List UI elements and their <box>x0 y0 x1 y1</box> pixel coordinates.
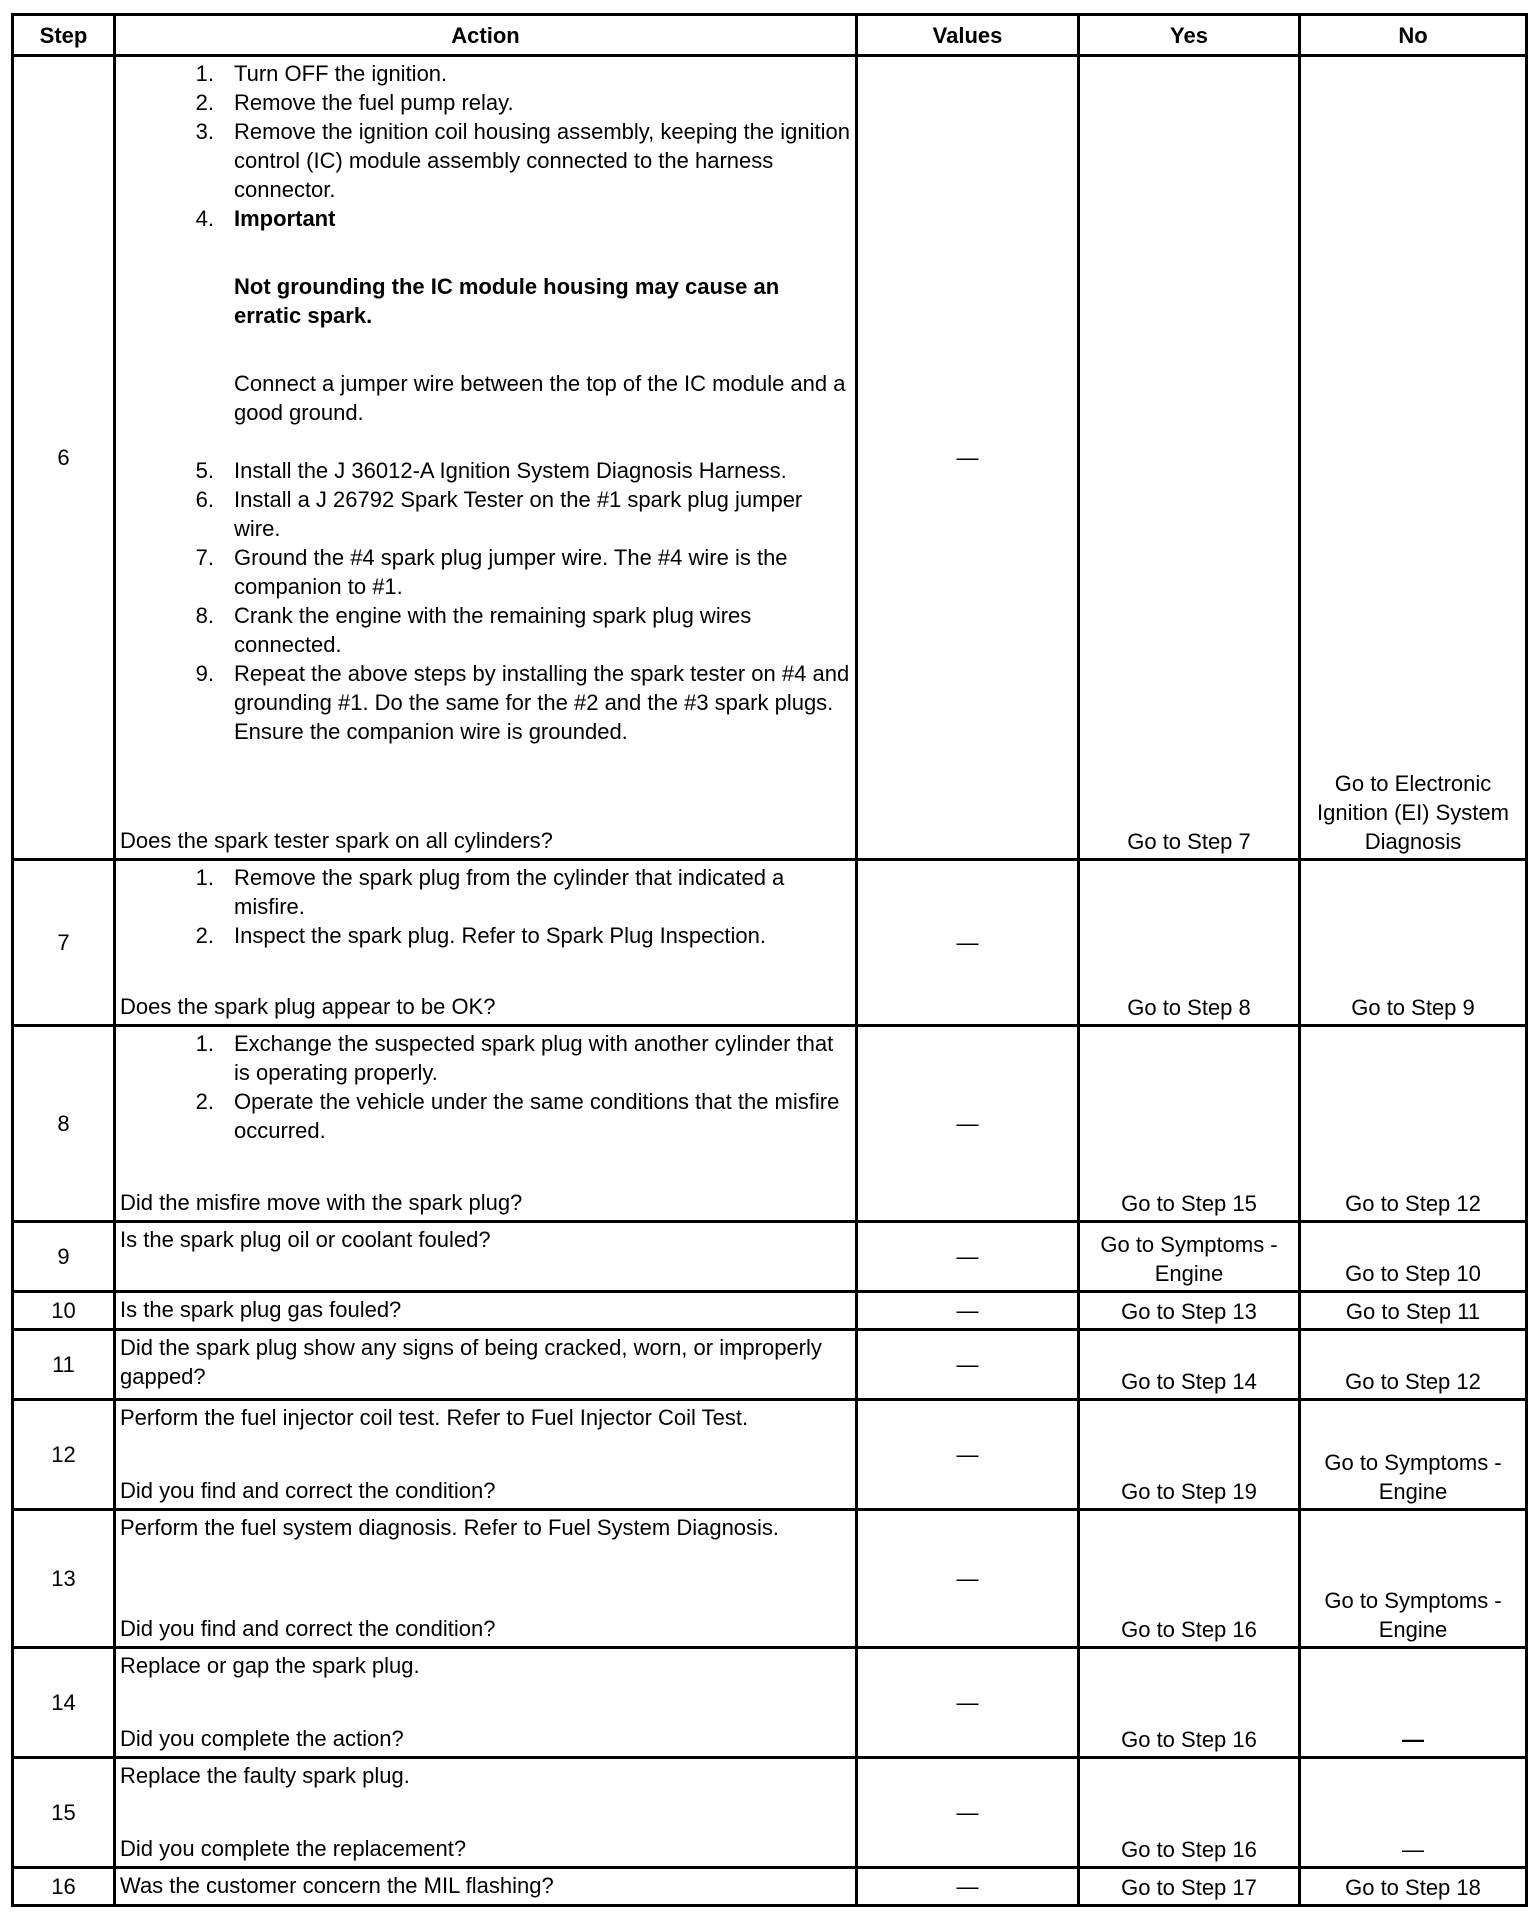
action-cell <box>115 56 857 860</box>
step-number: 7 <box>13 860 115 1026</box>
list-item: 1. Exchange the suspected spark plug with another cylinder that is operating properly. <box>195 1031 834 1085</box>
action-cell <box>115 1400 857 1510</box>
no-cell: — <box>1300 1648 1527 1758</box>
values-cell: — <box>857 1330 1079 1400</box>
action-question: Did you complete the replacement? <box>120 1836 467 1861</box>
yes-cell: Go to Symptoms - Engine <box>1079 1222 1300 1292</box>
action-question: Did the misfire move with the spark plug? <box>120 1190 523 1215</box>
action-cell <box>115 860 857 1026</box>
yes-cell: Go to Step 7 <box>1079 56 1300 860</box>
action-question: Does the spark tester spark on all cylinders? <box>120 828 553 853</box>
step-number: 11 <box>13 1330 115 1400</box>
step-number: 10 <box>13 1292 115 1330</box>
table-row <box>13 1648 1527 1758</box>
no-cell: Go to Symptoms - Engine <box>1300 1510 1527 1648</box>
list-item: 4. Important Not grounding the IC module housing may cause an erratic spark. Connect a jumper wire between the top of the IC module and a good ground. <box>120 204 851 456</box>
list-item: 1. Turn OFF the ignition. <box>195 61 448 86</box>
no-cell: Go to Step 9 <box>1300 860 1527 1026</box>
yes-cell: Go to Step 8 <box>1079 860 1300 1026</box>
step-number: 16 <box>13 1868 115 1906</box>
action-cell <box>115 1026 857 1222</box>
values-cell: — <box>857 1758 1079 1868</box>
action-text: Replace the faulty spark plug. <box>120 1763 410 1788</box>
table-header-row <box>13 15 1527 56</box>
action-question: Does the spark plug appear to be OK? <box>120 994 496 1019</box>
no-cell: Go to Symptoms - Engine <box>1300 1400 1527 1510</box>
action-cell <box>115 1648 857 1758</box>
list-item: 2. Remove the fuel pump relay. <box>195 90 514 115</box>
no-cell: Go to Step 18 <box>1300 1868 1527 1906</box>
step-number: 15 <box>13 1758 115 1868</box>
step-number: 13 <box>13 1510 115 1648</box>
list-item: 2. Operate the vehicle under the same conditions that the misfire occurred. <box>195 1089 840 1143</box>
values-cell: — <box>857 1400 1079 1510</box>
header-values: Values <box>857 15 1079 56</box>
yes-cell: Go to Step 16 <box>1079 1648 1300 1758</box>
yes-cell: Go to Step 15 <box>1079 1026 1300 1222</box>
action-question: Did you complete the action? <box>120 1726 404 1751</box>
list-item: 7. Ground the #4 spark plug jumper wire. The #4 wire is the companion to #1. <box>195 545 788 599</box>
step-number: 12 <box>13 1400 115 1510</box>
values-cell: — <box>857 1510 1079 1648</box>
important-label: Important <box>234 206 336 231</box>
list-item: 5. Install the J 36012-A Ignition System Diagnosis Harness. <box>195 458 787 483</box>
no-cell: Go to Step 12 <box>1300 1330 1527 1400</box>
table-row <box>13 1292 1527 1330</box>
no-cell: Go to Electronic Ignition (EI) System Diagnosis <box>1300 56 1527 860</box>
table-row <box>13 1758 1527 1868</box>
table-row <box>13 1400 1527 1510</box>
values-cell: — <box>857 860 1079 1026</box>
diagnostic-table-sheet <box>11 13 1525 1909</box>
action-text: Replace or gap the spark plug. <box>120 1653 420 1678</box>
values-cell: — <box>857 1222 1079 1292</box>
important-detail: Connect a jumper wire between the top of the IC module and a good ground. <box>234 371 846 425</box>
important-note: Not grounding the IC module housing may cause an erratic spark. <box>234 274 780 328</box>
values-cell: — <box>857 1648 1079 1758</box>
table-row <box>13 860 1527 1026</box>
list-item: 3. Remove the ignition coil housing assembly, keeping the ignition control (IC) module assembly connected to the harness connector. <box>195 119 850 202</box>
table-row <box>13 1868 1527 1906</box>
table-row <box>13 56 1527 860</box>
no-cell: Go to Step 10 <box>1300 1222 1527 1292</box>
values-cell: — <box>857 1868 1079 1906</box>
list-item: 1. Remove the spark plug from the cylinder that indicated a misfire. <box>195 865 785 919</box>
values-cell: — <box>857 1292 1079 1330</box>
action-question: Did you find and correct the condition? <box>120 1616 496 1641</box>
header-step: Step <box>13 15 115 56</box>
step-number: 9 <box>13 1222 115 1292</box>
yes-cell: Go to Step 17 <box>1079 1868 1300 1906</box>
no-cell: — <box>1300 1758 1527 1868</box>
action-question: Did you find and correct the condition? <box>120 1478 496 1503</box>
yes-cell: Go to Step 19 <box>1079 1400 1300 1510</box>
action-cell: Is the spark plug oil or coolant fouled? <box>115 1222 857 1292</box>
diagnostic-table <box>11 13 1528 1907</box>
header-yes: Yes <box>1079 15 1300 56</box>
yes-cell: Go to Step 16 <box>1079 1758 1300 1868</box>
table-row <box>13 1330 1527 1400</box>
table-row <box>13 1510 1527 1648</box>
values-cell: — <box>857 1026 1079 1222</box>
yes-cell: Go to Step 13 <box>1079 1292 1300 1330</box>
header-action: Action <box>115 15 857 56</box>
list-item: 9. Repeat the above steps by installing the spark tester on #4 and grounding #1. Do the same for the #2 and the #3 spark plugs. Ensure the companion wire is grounded. <box>195 661 850 744</box>
values-cell: — <box>857 56 1079 860</box>
action-cell: Was the customer concern the MIL flashing? <box>115 1868 857 1906</box>
yes-cell: Go to Step 16 <box>1079 1510 1300 1648</box>
list-item: 8. Crank the engine with the remaining spark plug wires connected. <box>195 603 752 657</box>
action-text: Perform the fuel injector coil test. Refer to Fuel Injector Coil Test. <box>120 1405 749 1430</box>
step-number: 14 <box>13 1648 115 1758</box>
action-cell <box>115 1510 857 1648</box>
table-row <box>13 1222 1527 1292</box>
step-number: 8 <box>13 1026 115 1222</box>
header-no: No <box>1300 15 1527 56</box>
no-cell: Go to Step 11 <box>1300 1292 1527 1330</box>
yes-cell: Go to Step 14 <box>1079 1330 1300 1400</box>
action-text: Perform the fuel system diagnosis. Refer to Fuel System Diagnosis. <box>120 1515 780 1540</box>
step-number: 6 <box>13 56 115 860</box>
action-cell <box>115 1758 857 1868</box>
action-cell: Is the spark plug gas fouled? <box>115 1292 857 1330</box>
list-item: 6. Install a J 26792 Spark Tester on the #1 spark plug jumper wire. <box>195 487 803 541</box>
table-row <box>13 1026 1527 1222</box>
action-cell: Did the spark plug show any signs of being cracked, worn, or improperly gapped? <box>115 1330 857 1400</box>
no-cell: Go to Step 12 <box>1300 1026 1527 1222</box>
list-item: 2. Inspect the spark plug. Refer to Spark Plug Inspection. <box>195 923 766 948</box>
